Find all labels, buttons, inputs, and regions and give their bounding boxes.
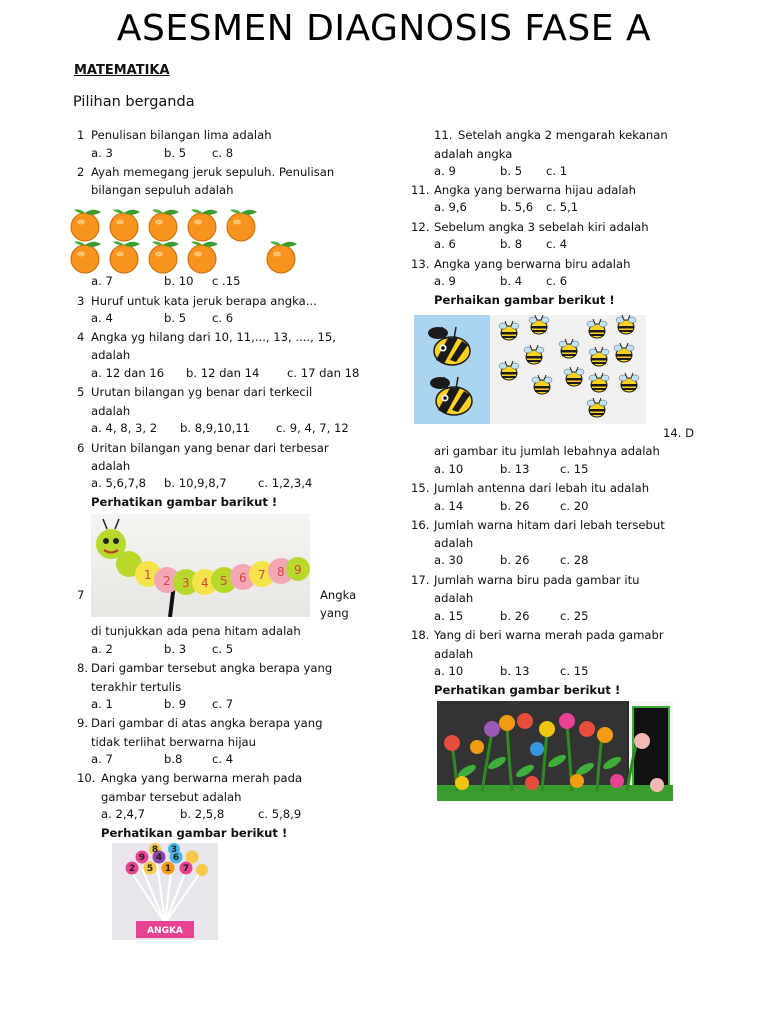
q8-text-line2: terakhir tertulis bbox=[91, 680, 182, 694]
vase-label: ANGKA bbox=[147, 926, 183, 936]
q12-option-b[interactable]: b. 8 bbox=[500, 237, 523, 251]
q18-number: 18. bbox=[411, 628, 430, 642]
q18-option-c[interactable]: c. 15 bbox=[560, 664, 589, 678]
q11a-option-a[interactable]: a. 9 bbox=[434, 164, 456, 178]
caterpillar-number: 8 bbox=[277, 565, 285, 579]
q6-option-a[interactable]: a. 5,6,7,8 bbox=[91, 476, 147, 490]
tulips-image bbox=[437, 701, 673, 801]
q11a-option-b[interactable]: b. 5 bbox=[500, 164, 523, 178]
q12-text: Sebelum angka 3 sebelah kiri adalah bbox=[434, 220, 649, 234]
caterpillar-number: 6 bbox=[239, 571, 247, 585]
q2-text-line1: Ayah memegang jeruk sepuluh. Penulisan bbox=[91, 165, 335, 179]
q6-text-line2: adalah bbox=[91, 459, 131, 473]
caterpillar-number: 1 bbox=[144, 568, 152, 582]
q11a-text-line2: adalah angka bbox=[434, 147, 513, 161]
q1-number: 1 bbox=[77, 128, 85, 142]
q7-text-side2: yang bbox=[320, 606, 349, 620]
q3-option-a[interactable]: a. 4 bbox=[91, 311, 113, 325]
balloon-number: 2 bbox=[128, 864, 136, 874]
q9-option-b[interactable]: b.8 bbox=[164, 752, 183, 766]
caterpillar-number: 7 bbox=[258, 568, 266, 582]
q18-option-b[interactable]: b. 13 bbox=[500, 664, 530, 678]
q9-option-a[interactable]: a. 7 bbox=[91, 752, 113, 766]
q6-option-c[interactable]: c. 1,2,3,4 bbox=[258, 476, 313, 490]
q8-number: 8. bbox=[77, 661, 89, 675]
q11a-number: 11. bbox=[434, 128, 453, 142]
q17-option-a[interactable]: a. 15 bbox=[434, 609, 464, 623]
q2-option-b[interactable]: b. 10 bbox=[164, 274, 194, 288]
q5-text-line1: Urutan bilangan yg benar dari terkecil bbox=[91, 385, 313, 399]
q5-number: 5 bbox=[77, 385, 85, 399]
q3-option-b[interactable]: b. 5 bbox=[164, 311, 187, 325]
q7-option-c[interactable]: c. 5 bbox=[212, 642, 234, 656]
q7-text-line3: di tunjukkan ada pena hitam adalah bbox=[91, 624, 301, 638]
q11b-option-a[interactable]: a. 9,6 bbox=[434, 200, 467, 214]
q16-text-line1: Jumlah warna hitam dari lebah tersebut bbox=[434, 518, 665, 532]
q6-text-line1: Uritan bilangan yang benar dari terbesar bbox=[91, 441, 329, 455]
q1-option-b[interactable]: b. 5 bbox=[164, 146, 187, 160]
caterpillar-number: 4 bbox=[201, 576, 209, 590]
q16-number: 16. bbox=[411, 518, 430, 532]
q9-number: 9. bbox=[77, 716, 89, 730]
balloon-number: 1 bbox=[164, 864, 172, 874]
q16-option-a[interactable]: a. 30 bbox=[434, 553, 464, 567]
q7-number: 7 bbox=[77, 588, 85, 602]
q11b-option-c[interactable]: c. 5,1 bbox=[546, 200, 579, 214]
q15-number: 15. bbox=[411, 481, 430, 495]
q2-text-line2: bilangan sepuluh adalah bbox=[91, 183, 234, 197]
q7-text-side1: Angka bbox=[320, 588, 357, 602]
q14-option-b[interactable]: b. 13 bbox=[500, 462, 530, 476]
note-perhaikan-3: Perhaikan gambar berikut ! bbox=[434, 293, 615, 307]
q17-option-b[interactable]: b. 26 bbox=[500, 609, 530, 623]
q3-number: 3 bbox=[77, 294, 85, 308]
q17-text-line1: Jumlah warna biru pada gambar itu bbox=[434, 573, 640, 587]
q4-text-line2: adalah bbox=[91, 348, 131, 362]
page-title: ASESMEN DIAGNOSIS FASE A bbox=[116, 8, 652, 49]
q3-option-c[interactable]: c. 6 bbox=[212, 311, 234, 325]
q13-option-a[interactable]: a. 9 bbox=[434, 274, 456, 288]
subject-heading: MATEMATIKA bbox=[74, 63, 170, 78]
q10-option-a[interactable]: a. 2,4,7 bbox=[101, 807, 145, 821]
balloon-number: 8 bbox=[151, 845, 159, 855]
q10-option-b[interactable]: b. 2,5,8 bbox=[180, 807, 225, 821]
q13-option-c[interactable]: c. 6 bbox=[546, 274, 568, 288]
note-perhatikan-2: Perhatikan gambar berikut ! bbox=[101, 826, 288, 840]
q16-option-c[interactable]: c. 28 bbox=[560, 553, 589, 567]
q17-number: 17. bbox=[411, 573, 430, 587]
number-balloons-image bbox=[112, 843, 218, 940]
q4-option-a[interactable]: a. 12 dan 16 bbox=[91, 366, 165, 380]
q11a-option-c[interactable]: c. 1 bbox=[546, 164, 568, 178]
q12-option-c[interactable]: c. 4 bbox=[546, 237, 568, 251]
q7-option-a[interactable]: a. 2 bbox=[91, 642, 113, 656]
q17-text-line2: adalah bbox=[434, 591, 474, 605]
q11b-option-b[interactable]: b. 5,6 bbox=[500, 200, 534, 214]
q18-text-line2: adalah bbox=[434, 647, 474, 661]
q10-text-line2: gambar tersebut adalah bbox=[101, 790, 242, 804]
q15-option-b[interactable]: b. 26 bbox=[500, 499, 530, 513]
q1-text: Penulisan bilangan lima adalah bbox=[91, 128, 272, 142]
q14-text: ari gambar itu jumlah lebahnya adalah bbox=[434, 444, 660, 458]
q3-text: Huruf untuk kata jeruk berapa angka... bbox=[91, 294, 317, 308]
caterpillar-number: 2 bbox=[163, 574, 171, 588]
caterpillar-number: 5 bbox=[220, 574, 228, 588]
balloon-number: 6 bbox=[172, 853, 180, 863]
q8-text-line1: Dari gambar tersebut angka berapa yang bbox=[91, 661, 333, 675]
balloon-number: 3 bbox=[170, 845, 178, 855]
balloon-number: 7 bbox=[182, 864, 190, 874]
q8-option-c[interactable]: c. 7 bbox=[212, 697, 234, 711]
q5-text-line2: adalah bbox=[91, 404, 131, 418]
oranges-image bbox=[68, 205, 300, 275]
q4-number: 4 bbox=[77, 330, 85, 344]
balloon-number: 4 bbox=[155, 853, 163, 863]
q14-option-a[interactable]: a. 10 bbox=[434, 462, 464, 476]
q14-number: 14. D bbox=[663, 426, 695, 440]
q15-text: Jumlah antenna dari lebah itu adalah bbox=[434, 481, 650, 495]
q2-option-a[interactable]: a. 7 bbox=[91, 274, 113, 288]
q4-option-b[interactable]: b. 12 dan 14 bbox=[186, 366, 260, 380]
q16-text-line2: adalah bbox=[434, 536, 474, 550]
q9-text-line2: tidak terlihat berwarna hijau bbox=[91, 735, 256, 749]
q6-option-b[interactable]: b. 10,9,8,7 bbox=[164, 476, 227, 490]
bees-image bbox=[414, 315, 646, 424]
caterpillar-number: 3 bbox=[182, 576, 190, 590]
section-heading: Pilihan berganda bbox=[73, 94, 195, 110]
q15-option-c[interactable]: c. 20 bbox=[560, 499, 589, 513]
q15-option-a[interactable]: a. 14 bbox=[434, 499, 464, 513]
q11b-number: 11. bbox=[411, 183, 430, 197]
q4-option-c[interactable]: c. 17 dan 18 bbox=[287, 366, 360, 380]
note-perhatikan-1: Perhatikan gambar barikut ! bbox=[91, 495, 278, 509]
q6-number: 6 bbox=[77, 441, 85, 455]
q13-option-b[interactable]: b. 4 bbox=[500, 274, 523, 288]
caterpillar-number: 9 bbox=[294, 563, 302, 577]
q11a-text-line1: Setelah angka 2 mengarah kekanan bbox=[458, 128, 668, 142]
note-perhatikan-4: Perhatikan gambar berikut ! bbox=[434, 683, 621, 697]
q5-option-b[interactable]: b. 8,9,10,11 bbox=[180, 421, 251, 435]
q8-option-b[interactable]: b. 9 bbox=[164, 697, 187, 711]
q7-option-b[interactable]: b. 3 bbox=[164, 642, 187, 656]
q17-option-c[interactable]: c. 25 bbox=[560, 609, 589, 623]
q16-option-b[interactable]: b. 26 bbox=[500, 553, 530, 567]
q4-text-line1: Angka yg hilang dari 10, 11,..., 13, ...., 15, bbox=[91, 330, 336, 344]
q5-option-a[interactable]: a. 4, 8, 3, 2 bbox=[91, 421, 158, 435]
q18-text-line1: Yang di beri warna merah pada gamabr bbox=[434, 628, 664, 642]
q18-option-a[interactable]: a. 10 bbox=[434, 664, 464, 678]
caterpillar-image bbox=[91, 514, 310, 617]
q5-option-c[interactable]: c. 9, 4, 7, 12 bbox=[276, 421, 349, 435]
q13-text: Angka yang berwarna biru adalah bbox=[434, 257, 631, 271]
q12-option-a[interactable]: a. 6 bbox=[434, 237, 456, 251]
q8-option-a[interactable]: a. 1 bbox=[91, 697, 113, 711]
balloon-number: 5 bbox=[146, 864, 154, 874]
q1-option-a[interactable]: a. 3 bbox=[91, 146, 113, 160]
q10-option-c[interactable]: c. 5,8,9 bbox=[258, 807, 302, 821]
q9-text-line1: Dari gambar di atas angka berapa yang bbox=[91, 716, 323, 730]
q10-number: 10. bbox=[77, 771, 96, 785]
balloon-number: 9 bbox=[138, 853, 146, 863]
q10-text-line1: Angka yang berwarna merah pada bbox=[101, 771, 303, 785]
q1-option-c[interactable]: c. 8 bbox=[212, 146, 234, 160]
q11b-text: Angka yang berwarna hijau adalah bbox=[434, 183, 637, 197]
q12-number: 12. bbox=[411, 220, 430, 234]
q2-option-c[interactable]: c .15 bbox=[212, 274, 241, 288]
q9-option-c[interactable]: c. 4 bbox=[212, 752, 234, 766]
q14-option-c[interactable]: c. 15 bbox=[560, 462, 589, 476]
q2-number: 2 bbox=[77, 165, 85, 179]
q13-number: 13. bbox=[411, 257, 430, 271]
